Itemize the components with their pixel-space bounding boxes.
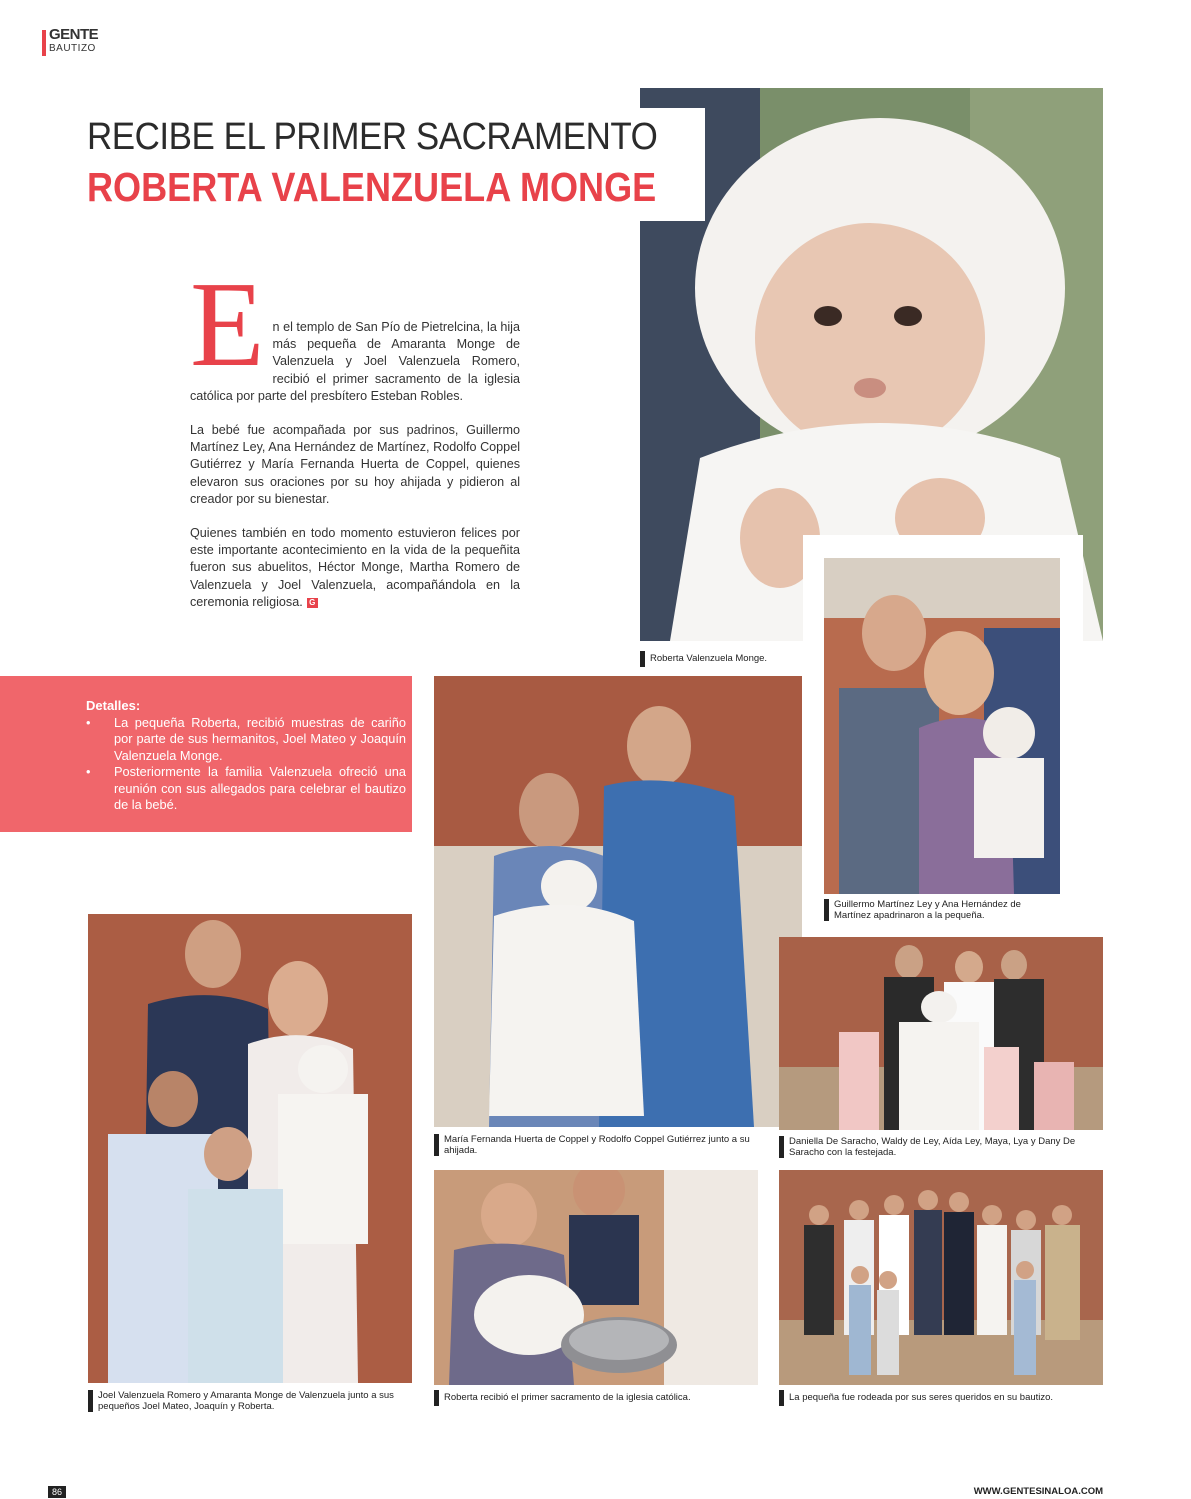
caption-parents: Joel Valenzuela Romero y Amaranta Monge de Valenzuela junto a sus pequeños Joel Mateo, Joaquín y Roberta. (88, 1390, 414, 1412)
caption-sacrament: Roberta recibió el primer sacramento de la iglesia católica. (434, 1390, 754, 1406)
photo-godparents-2 (434, 676, 802, 1127)
end-mark-icon: G (307, 598, 318, 608)
page-number: 86 (48, 1486, 66, 1498)
article-body (190, 257, 520, 628)
section-tag-bar (42, 30, 46, 56)
article-paragraph-3-text: Quienes también en todo momento estuvieron felices por este importante acontecimiento en la vida de la pequeñita fueron sus abuelitos, Héctor Monge, Martha Romero de Valenzuela y Joel Valenzuela, acompañándola en la ceremonia religiosa. (190, 526, 520, 609)
article-paragraph-3 (190, 525, 520, 611)
dropcap: E (190, 257, 265, 392)
photo-parents (88, 914, 412, 1383)
details-box (0, 676, 412, 832)
details-item-2: • Posteriormente la familia Valenzuela ofreció una reunión con sus allegados para celebrar el bautizo de la bebé. (86, 764, 407, 814)
caption-godparents-1: Guillermo Martínez Ley y Ana Hernández de Martínez apadrinaron a la pequeña. (824, 899, 1049, 921)
subsection-name: BAUTIZO (49, 43, 96, 54)
photo-godparents-1 (824, 558, 1060, 894)
details-list (86, 715, 407, 814)
details-heading: Detalles: (86, 698, 141, 713)
photo-children (779, 937, 1103, 1130)
caption-godparents-2: María Fernanda Huerta de Coppel y Rodolfo Coppel Gutiérrez junto a su ahijada. (434, 1134, 764, 1156)
website-url[interactable]: WWW.GENTESINALOA.COM (973, 1486, 1103, 1497)
article-paragraph-1: n el templo de San Pío de Pietrelcina, la hija más pequeña de Amaranta Monge de Valenzuela y Joel Valenzuela Romero, recibió el primer sacramento de la iglesia católica por parte del presbítero Esteban Robles. (190, 320, 520, 403)
headline-name: ROBERTA VALENZUELA MONGE (87, 164, 657, 210)
section-tag (42, 22, 112, 58)
article-paragraph-2: La bebé fue acompañada por sus padrinos, Guillermo Martínez Ley, Ana Hernández de Martínez, Rodolfo Coppel Gutiérrez y María Fernanda Huerta de Coppel, quienes elevaron sus oraciones por su hoy ahijada y pidieron al creador por su bienestar. (190, 423, 520, 506)
caption-family: La pequeña fue rodeada por sus seres queridos en su bautizo. (779, 1390, 1099, 1406)
details-item-1: • La pequeña Roberta, recibió muestras de cariño por parte de sus hermanitos, Joel Mateo y Joaquín Valenzuela Monge. (86, 715, 407, 765)
headline-kicker: RECIBE EL PRIMER SACRAMENTO (87, 116, 658, 158)
caption-main: Roberta Valenzuela Monge. (640, 651, 940, 667)
photo-family (779, 1170, 1103, 1385)
section-name: GENTE (49, 26, 99, 43)
photo-sacrament (434, 1170, 758, 1385)
caption-children: Daniella De Saracho, Waldy de Ley, Aída Ley, Maya, Lya y Dany De Saracho con la festejada. (779, 1136, 1099, 1158)
